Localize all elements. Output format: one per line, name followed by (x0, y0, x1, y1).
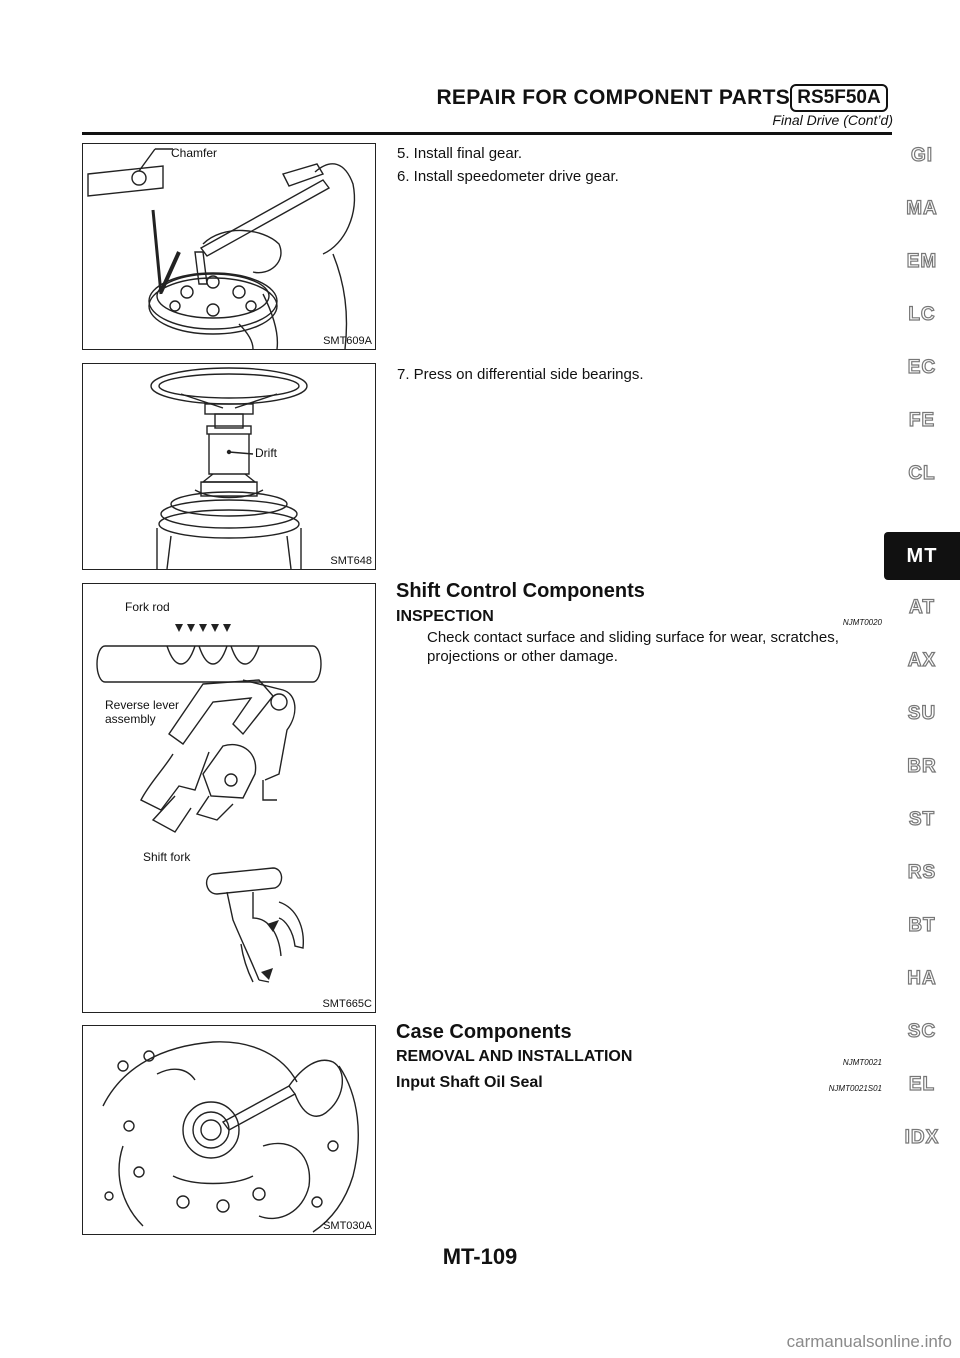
figure-smt648 (82, 363, 376, 570)
ref-code: NJMT0021 (842, 1058, 882, 1067)
side-tab-br[interactable]: BR (907, 756, 937, 777)
side-tab-gi[interactable]: GI (910, 145, 934, 166)
side-tab-mt-active[interactable] (884, 532, 960, 580)
figure-label-reverse-lever: Reverse lever (105, 698, 180, 712)
input-shaft-oil-seal-illustration (83, 1026, 375, 1234)
step-install-speedometer-gear: 6. Install speedometer drive gear. (397, 168, 619, 185)
side-tab-lc[interactable]: LC (908, 304, 936, 325)
header-rule (82, 132, 892, 135)
side-tab-fe[interactable]: FE (908, 410, 936, 431)
subheading-inspection: INSPECTION (396, 608, 494, 625)
step-press-side-bearings: 7. Press on differential side bearings. (397, 366, 644, 383)
press-bearing-illustration (83, 364, 375, 569)
side-tab-mt-label: MT (906, 545, 938, 567)
figure-label-assembly: assembly (105, 712, 156, 726)
side-tab-cl[interactable]: CL (908, 463, 936, 484)
step-install-final-gear: 5. Install final gear. (397, 145, 523, 162)
figure-smt665c (82, 583, 376, 1013)
figure-smt030a (82, 1025, 376, 1235)
model-code-badge: RS5F50A (790, 84, 888, 112)
page-header-title: REPAIR FOR COMPONENT PARTS (436, 86, 790, 109)
page-header-subtitle: Final Drive (Cont’d) (772, 112, 893, 128)
subheading-input-shaft-oil-seal: Input Shaft Oil Seal (396, 1074, 543, 1091)
figure-label-shift-fork: Shift fork (143, 850, 191, 864)
side-tab-st[interactable]: ST (908, 809, 936, 830)
figure-label-drift: Drift (255, 446, 277, 460)
side-tab-ax[interactable]: AX (907, 650, 937, 671)
figure-code: SMT648 (330, 555, 372, 567)
figure-code: SMT609A (323, 335, 372, 347)
figure-code: SMT030A (323, 1220, 372, 1232)
side-tab-ec[interactable]: EC (907, 357, 937, 378)
page-number: MT-109 (442, 1244, 518, 1269)
side-tab-at[interactable]: AT (909, 597, 935, 618)
side-tab-ma[interactable]: MA (906, 198, 938, 219)
side-tab-su[interactable]: SU (907, 703, 937, 724)
figure-label-chamfer: Chamfer (171, 146, 218, 160)
side-tab-bt[interactable]: BT (908, 915, 936, 936)
watermark: carmanualsonline.info (786, 1332, 952, 1351)
side-tab-el[interactable]: EL (908, 1074, 936, 1095)
inspection-text: Check contact surface and sliding surface for wear, scratches, projections or other damage. (427, 629, 839, 665)
ref-code: NJMT0020 (842, 618, 882, 627)
ref-code: NJMT0021S01 (828, 1084, 882, 1093)
side-tab-sc[interactable]: SC (907, 1021, 937, 1042)
figure-label-fork-rod: Fork rod (125, 600, 170, 614)
side-tab-rs[interactable]: RS (907, 862, 937, 883)
side-tab-idx[interactable]: IDX (904, 1127, 940, 1148)
figure-smt609a (82, 143, 376, 350)
subheading-removal-installation: REMOVAL AND INSTALLATION (396, 1048, 633, 1065)
figure-code: SMT665C (322, 998, 372, 1010)
final-gear-illustration (83, 144, 375, 349)
side-tab-em[interactable]: EM (906, 251, 938, 272)
side-tab-ha[interactable]: HA (907, 968, 937, 989)
section-heading-shift-control: Shift Control Components (396, 580, 645, 602)
shift-control-components-illustration (83, 584, 375, 1012)
section-heading-case-components: Case Components (396, 1021, 572, 1043)
